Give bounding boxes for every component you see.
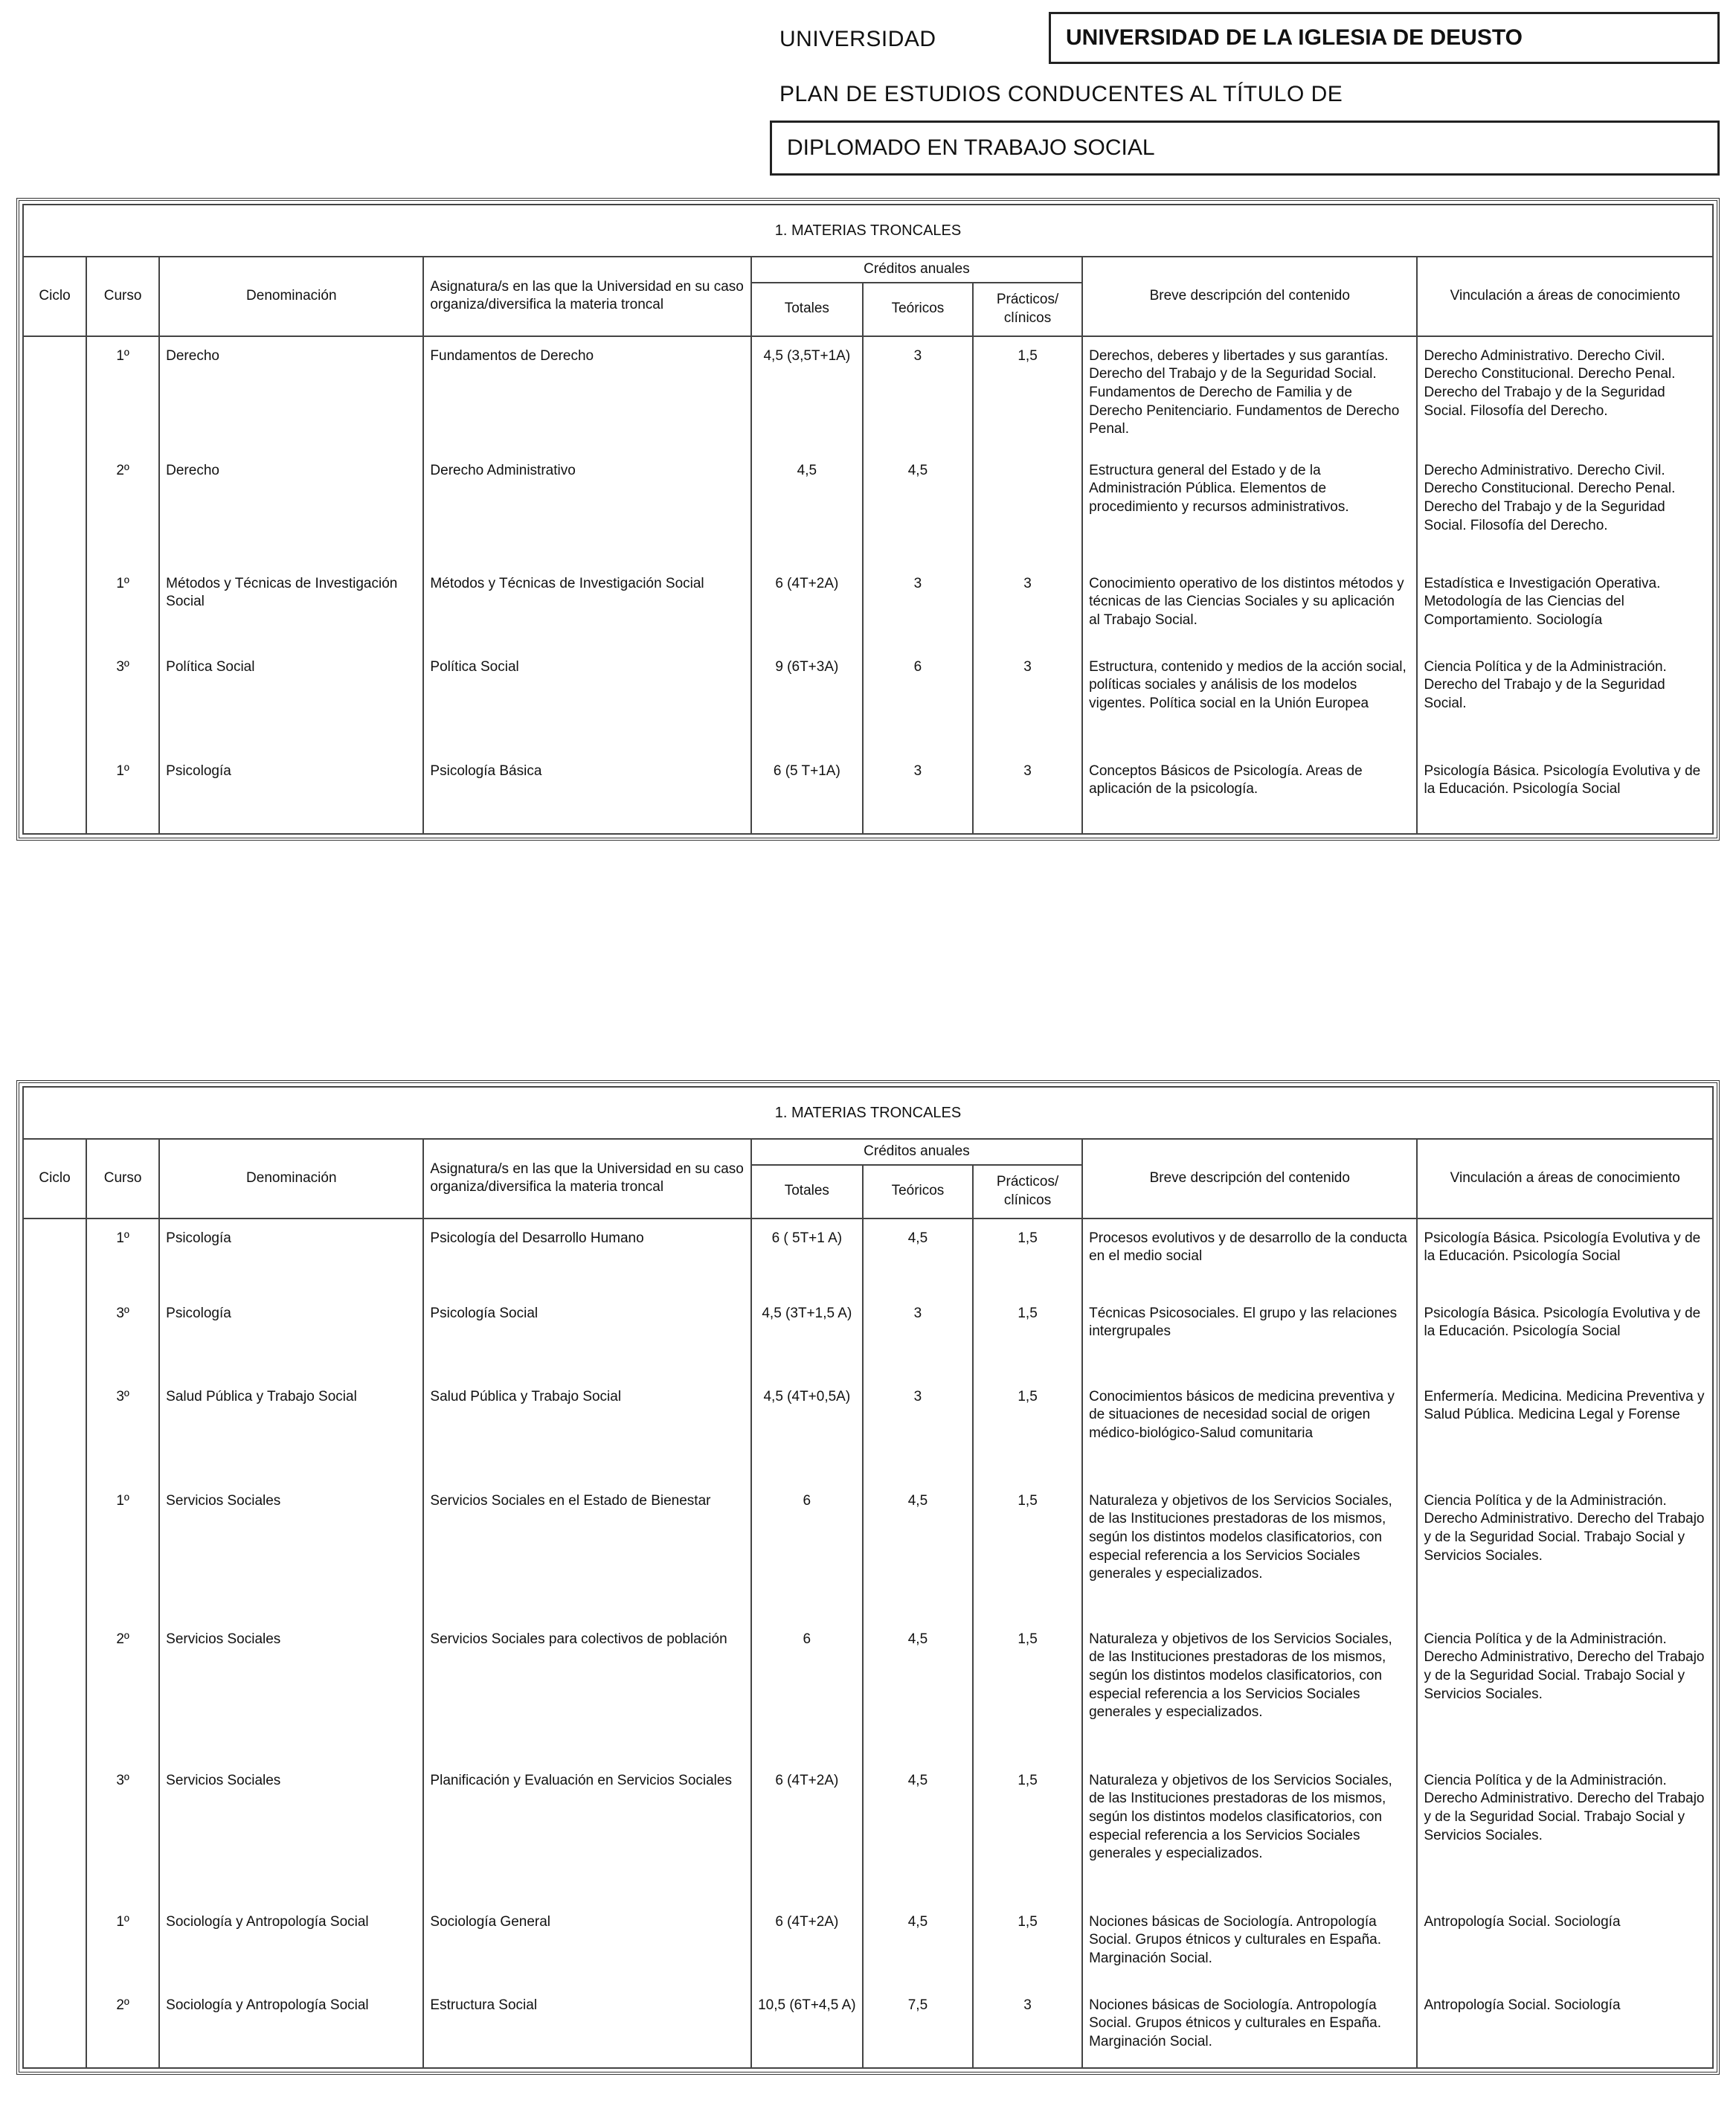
curso-cell: 3º <box>86 1385 159 1489</box>
vinculacion-cell: Ciencia Política y de la Administración. Derecho Administrativo. Derecho del Trabajo y de la Seguridad Social. Trabajo Social y Servicios Sociales. <box>1417 1489 1713 1628</box>
col-teoricos: Teóricos <box>863 1165 973 1219</box>
teoricos-cell: 3 <box>863 572 973 655</box>
curso-cell: 1º <box>86 760 159 834</box>
descripcion-cell: Naturaleza y objetivos de los Servicios Sociales, de las Instituciones prestadoras de los mismos, según los distintos modelos clasificatorios, con especial referencia a los Servicios Sociales generales y especializados. <box>1082 1769 1417 1910</box>
teoricos-cell: 3 <box>863 336 973 459</box>
col-practicos: Prácticos/ clínicos <box>973 283 1082 336</box>
denominacion-cell: Métodos y Técnicas de Investigación Social <box>159 572 423 655</box>
practicos-cell: 3 <box>973 760 1082 834</box>
col-totales: Totales <box>751 1165 863 1219</box>
col-descripcion: Breve descripción del contenido <box>1082 257 1417 336</box>
plan-label: PLAN DE ESTUDIOS CONDUCENTES AL TÍTULO DE <box>779 82 1343 106</box>
practicos-cell: 1,5 <box>973 1219 1082 1302</box>
practicos-cell: 1,5 <box>973 1302 1082 1385</box>
asignatura-cell: Psicología Básica <box>423 760 750 834</box>
asignatura-cell: Sociología General <box>423 1910 750 1994</box>
table-row <box>23 459 1713 572</box>
teoricos-cell: 4,5 <box>863 1769 973 1910</box>
ciclo-cell <box>23 1994 86 2068</box>
totales-cell: 4,5 <box>751 459 863 572</box>
teoricos-cell: 3 <box>863 1302 973 1385</box>
section-title: 1. MATERIAS TRONCALES <box>23 205 1713 257</box>
table-row <box>23 1219 1713 1302</box>
vinculacion-cell: Psicología Básica. Psicología Evolutiva y de la Educación. Psicología Social <box>1417 1302 1713 1385</box>
denominacion-cell: Sociología y Antropología Social <box>159 1910 423 1994</box>
denominacion-cell: Psicología <box>159 1302 423 1385</box>
section-title: 1. MATERIAS TRONCALES <box>23 1087 1713 1139</box>
curso-cell: 1º <box>86 1910 159 1994</box>
curso-cell: 1º <box>86 336 159 459</box>
totales-cell: 6 (4T+2A) <box>751 1910 863 1994</box>
table-row <box>23 1769 1713 1910</box>
materias-table <box>22 1086 1714 2069</box>
curso-cell: 2º <box>86 1628 159 1769</box>
table-row <box>23 1489 1713 1628</box>
denominacion-cell: Psicología <box>159 760 423 834</box>
col-vinculacion: Vinculación a áreas de conocimiento <box>1417 1139 1713 1219</box>
descripcion-cell: Nociones básicas de Sociología. Antropología Social. Grupos étnicos y culturales en España. Marginación Social. <box>1082 1994 1417 2068</box>
descripcion-cell: Nociones básicas de Sociología. Antropología Social. Grupos étnicos y culturales en España. Marginación Social. <box>1082 1910 1417 1994</box>
universidad-label: UNIVERSIDAD <box>779 27 936 51</box>
teoricos-cell: 3 <box>863 1385 973 1489</box>
asignatura-cell: Planificación y Evaluación en Servicios Sociales <box>423 1769 750 1910</box>
totales-cell: 6 (4T+2A) <box>751 572 863 655</box>
descripcion-cell: Naturaleza y objetivos de los Servicios Sociales, de las Instituciones prestadoras de los mismos, según los distintos modelos clasificatorios, con especial referencia a los Servicios Sociales generales y especializados. <box>1082 1489 1417 1628</box>
curso-cell: 1º <box>86 1219 159 1302</box>
teoricos-cell: 6 <box>863 655 973 760</box>
denominacion-cell: Servicios Sociales <box>159 1489 423 1628</box>
practicos-cell: 3 <box>973 1994 1082 2068</box>
ciclo-cell <box>23 1385 86 1489</box>
table-row <box>23 1302 1713 1385</box>
descripcion-cell: Estructura, contenido y medios de la acción social, políticas sociales y análisis de los modelos vigentes. Política social en la Unión Europea <box>1082 655 1417 760</box>
teoricos-cell: 4,5 <box>863 459 973 572</box>
col-curso: Curso <box>86 257 159 336</box>
table-row <box>23 336 1713 459</box>
asignatura-cell: Estructura Social <box>423 1994 750 2068</box>
curso-cell: 3º <box>86 1769 159 1910</box>
teoricos-cell: 3 <box>863 760 973 834</box>
asignatura-cell: Psicología del Desarrollo Humano <box>423 1219 750 1302</box>
curso-cell: 3º <box>86 1302 159 1385</box>
curso-cell: 1º <box>86 572 159 655</box>
totales-cell: 6 <box>751 1489 863 1628</box>
ciclo-cell <box>23 1219 86 1302</box>
denominacion-cell: Servicios Sociales <box>159 1769 423 1910</box>
col-creditos: Créditos anuales <box>751 1139 1082 1165</box>
table-row <box>23 1910 1713 1994</box>
practicos-cell: 1,5 <box>973 1385 1082 1489</box>
vinculacion-cell: Ciencia Política y de la Administración. Derecho Administrativo. Derecho del Trabajo y de la Seguridad Social. Trabajo Social y Servicios Sociales. <box>1417 1769 1713 1910</box>
denominacion-cell: Sociología y Antropología Social <box>159 1994 423 2068</box>
asignatura-cell: Política Social <box>423 655 750 760</box>
ciclo-cell <box>23 336 86 459</box>
troncales-table-2 <box>16 1080 1720 2075</box>
col-denominacion: Denominación <box>159 257 423 336</box>
table-row <box>23 1994 1713 2068</box>
vinculacion-cell: Antropología Social. Sociología <box>1417 1910 1713 1994</box>
table-row <box>23 1628 1713 1769</box>
col-denominacion: Denominación <box>159 1139 423 1219</box>
col-creditos: Créditos anuales <box>751 257 1082 283</box>
troncales-table-1 <box>16 198 1720 841</box>
practicos-cell: 3 <box>973 655 1082 760</box>
practicos-cell: 1,5 <box>973 336 1082 459</box>
ciclo-cell <box>23 1769 86 1910</box>
ciclo-cell <box>23 655 86 760</box>
totales-cell: 4,5 (3T+1,5 A) <box>751 1302 863 1385</box>
teoricos-cell: 4,5 <box>863 1910 973 1994</box>
totales-cell: 4,5 (3,5T+1A) <box>751 336 863 459</box>
curso-cell: 2º <box>86 459 159 572</box>
descripcion-cell: Técnicas Psicosociales. El grupo y las relaciones intergrupales <box>1082 1302 1417 1385</box>
denominacion-cell: Política Social <box>159 655 423 760</box>
totales-cell: 6 (5 T+1A) <box>751 760 863 834</box>
col-asignaturas: Asignatura/s en las que la Universidad en su caso organiza/diversifica la materia troncal <box>423 1139 750 1219</box>
teoricos-cell: 4,5 <box>863 1489 973 1628</box>
teoricos-cell: 4,5 <box>863 1219 973 1302</box>
practicos-cell: 1,5 <box>973 1910 1082 1994</box>
vinculacion-cell: Psicología Básica. Psicología Evolutiva y de la Educación. Psicología Social <box>1417 760 1713 834</box>
asignatura-cell: Servicios Sociales en el Estado de Bienestar <box>423 1489 750 1628</box>
ciclo-cell <box>23 1489 86 1628</box>
table-row <box>23 1385 1713 1489</box>
vinculacion-cell: Derecho Administrativo. Derecho Civil. Derecho Constitucional. Derecho Penal. Derecho del Trabajo y de la Seguridad Social. Filosofía del Derecho. <box>1417 336 1713 459</box>
vinculacion-cell: Ciencia Política y de la Administración. Derecho del Trabajo y de la Seguridad Social. <box>1417 655 1713 760</box>
practicos-cell: 1,5 <box>973 1628 1082 1769</box>
col-teoricos: Teóricos <box>863 283 973 336</box>
table-row <box>23 572 1713 655</box>
ciclo-cell <box>23 459 86 572</box>
ciclo-cell <box>23 1302 86 1385</box>
col-practicos: Prácticos/ clínicos <box>973 1165 1082 1219</box>
descripcion-cell: Estructura general del Estado y de la Administración Pública. Elementos de procedimiento y recursos administrativos. <box>1082 459 1417 572</box>
denominacion-cell: Servicios Sociales <box>159 1628 423 1769</box>
ciclo-cell <box>23 1910 86 1994</box>
col-asignaturas: Asignatura/s en las que la Universidad en su caso organiza/diversifica la materia troncal <box>423 257 750 336</box>
denominacion-cell: Salud Pública y Trabajo Social <box>159 1385 423 1489</box>
totales-cell: 6 ( 5T+1 A) <box>751 1219 863 1302</box>
totales-cell: 4,5 (4T+0,5A) <box>751 1385 863 1489</box>
denominacion-cell: Psicología <box>159 1219 423 1302</box>
vinculacion-cell: Psicología Básica. Psicología Evolutiva y de la Educación. Psicología Social <box>1417 1219 1713 1302</box>
descripcion-cell: Conocimiento operativo de los distintos métodos y técnicas de las Ciencias Sociales y su aplicación al Trabajo Social. <box>1082 572 1417 655</box>
descripcion-cell: Conceptos Básicos de Psicología. Areas de aplicación de la psicología. <box>1082 760 1417 834</box>
asignatura-cell: Salud Pública y Trabajo Social <box>423 1385 750 1489</box>
totales-cell: 9 (6T+3A) <box>751 655 863 760</box>
ciclo-cell <box>23 760 86 834</box>
practicos-cell: 3 <box>973 572 1082 655</box>
table-row <box>23 655 1713 760</box>
col-ciclo: Ciclo <box>23 257 86 336</box>
vinculacion-cell: Antropología Social. Sociología <box>1417 1994 1713 2068</box>
descripcion-cell: Naturaleza y objetivos de los Servicios Sociales, de las Instituciones prestadoras de los mismos, según los distintos modelos clasificatorios, con especial referencia a los Servicios Sociales generales y especializados. <box>1082 1628 1417 1769</box>
universidad-value-box: UNIVERSIDAD DE LA IGLESIA DE DEUSTO <box>1049 12 1720 64</box>
asignatura-cell: Métodos y Técnicas de Investigación Social <box>423 572 750 655</box>
teoricos-cell: 4,5 <box>863 1628 973 1769</box>
table-row <box>23 760 1713 834</box>
asignatura-cell: Fundamentos de Derecho <box>423 336 750 459</box>
vinculacion-cell: Ciencia Política y de la Administración. Derecho Administrativo, Derecho del Trabajo y de la Seguridad Social. Trabajo Social y Servicios Sociales. <box>1417 1628 1713 1769</box>
practicos-cell: 1,5 <box>973 1769 1082 1910</box>
col-descripcion: Breve descripción del contenido <box>1082 1139 1417 1219</box>
totales-cell: 10,5 (6T+4,5 A) <box>751 1994 863 2068</box>
asignatura-cell: Derecho Administrativo <box>423 459 750 572</box>
ciclo-cell <box>23 1628 86 1769</box>
materias-table <box>22 204 1714 835</box>
ciclo-cell <box>23 572 86 655</box>
practicos-cell: 1,5 <box>973 1489 1082 1628</box>
descripcion-cell: Procesos evolutivos y de desarrollo de la conducta en el medio social <box>1082 1219 1417 1302</box>
curso-cell: 2º <box>86 1994 159 2068</box>
vinculacion-cell: Derecho Administrativo. Derecho Civil. Derecho Constitucional. Derecho Penal. Derecho del Trabajo y de la Seguridad Social. Filosofía del Derecho. <box>1417 459 1713 572</box>
titulo-value-box: DIPLOMADO EN TRABAJO SOCIAL <box>770 121 1720 176</box>
col-vinculacion: Vinculación a áreas de conocimiento <box>1417 257 1713 336</box>
col-ciclo: Ciclo <box>23 1139 86 1219</box>
totales-cell: 6 <box>751 1628 863 1769</box>
asignatura-cell: Psicología Social <box>423 1302 750 1385</box>
asignatura-cell: Servicios Sociales para colectivos de población <box>423 1628 750 1769</box>
teoricos-cell: 7,5 <box>863 1994 973 2068</box>
vinculacion-cell: Enfermería. Medicina. Medicina Preventiva y Salud Pública. Medicina Legal y Forense <box>1417 1385 1713 1489</box>
col-totales: Totales <box>751 283 863 336</box>
curso-cell: 1º <box>86 1489 159 1628</box>
totales-cell: 6 (4T+2A) <box>751 1769 863 1910</box>
practicos-cell <box>973 459 1082 572</box>
denominacion-cell: Derecho <box>159 459 423 572</box>
descripcion-cell: Conocimientos básicos de medicina preventiva y de situaciones de necesidad social de origen médico-biológico-Salud comunitaria <box>1082 1385 1417 1489</box>
vinculacion-cell: Estadística e Investigación Operativa. Metodología de las Ciencias del Comportamiento. Sociología <box>1417 572 1713 655</box>
denominacion-cell: Derecho <box>159 336 423 459</box>
col-curso: Curso <box>86 1139 159 1219</box>
descripcion-cell: Derechos, deberes y libertades y sus garantías. Derecho del Trabajo y de la Seguridad Social. Fundamentos de Derecho de Familia y de Derecho Penitenciario. Fundamentos de Derecho Penal. <box>1082 336 1417 459</box>
curso-cell: 3º <box>86 655 159 760</box>
